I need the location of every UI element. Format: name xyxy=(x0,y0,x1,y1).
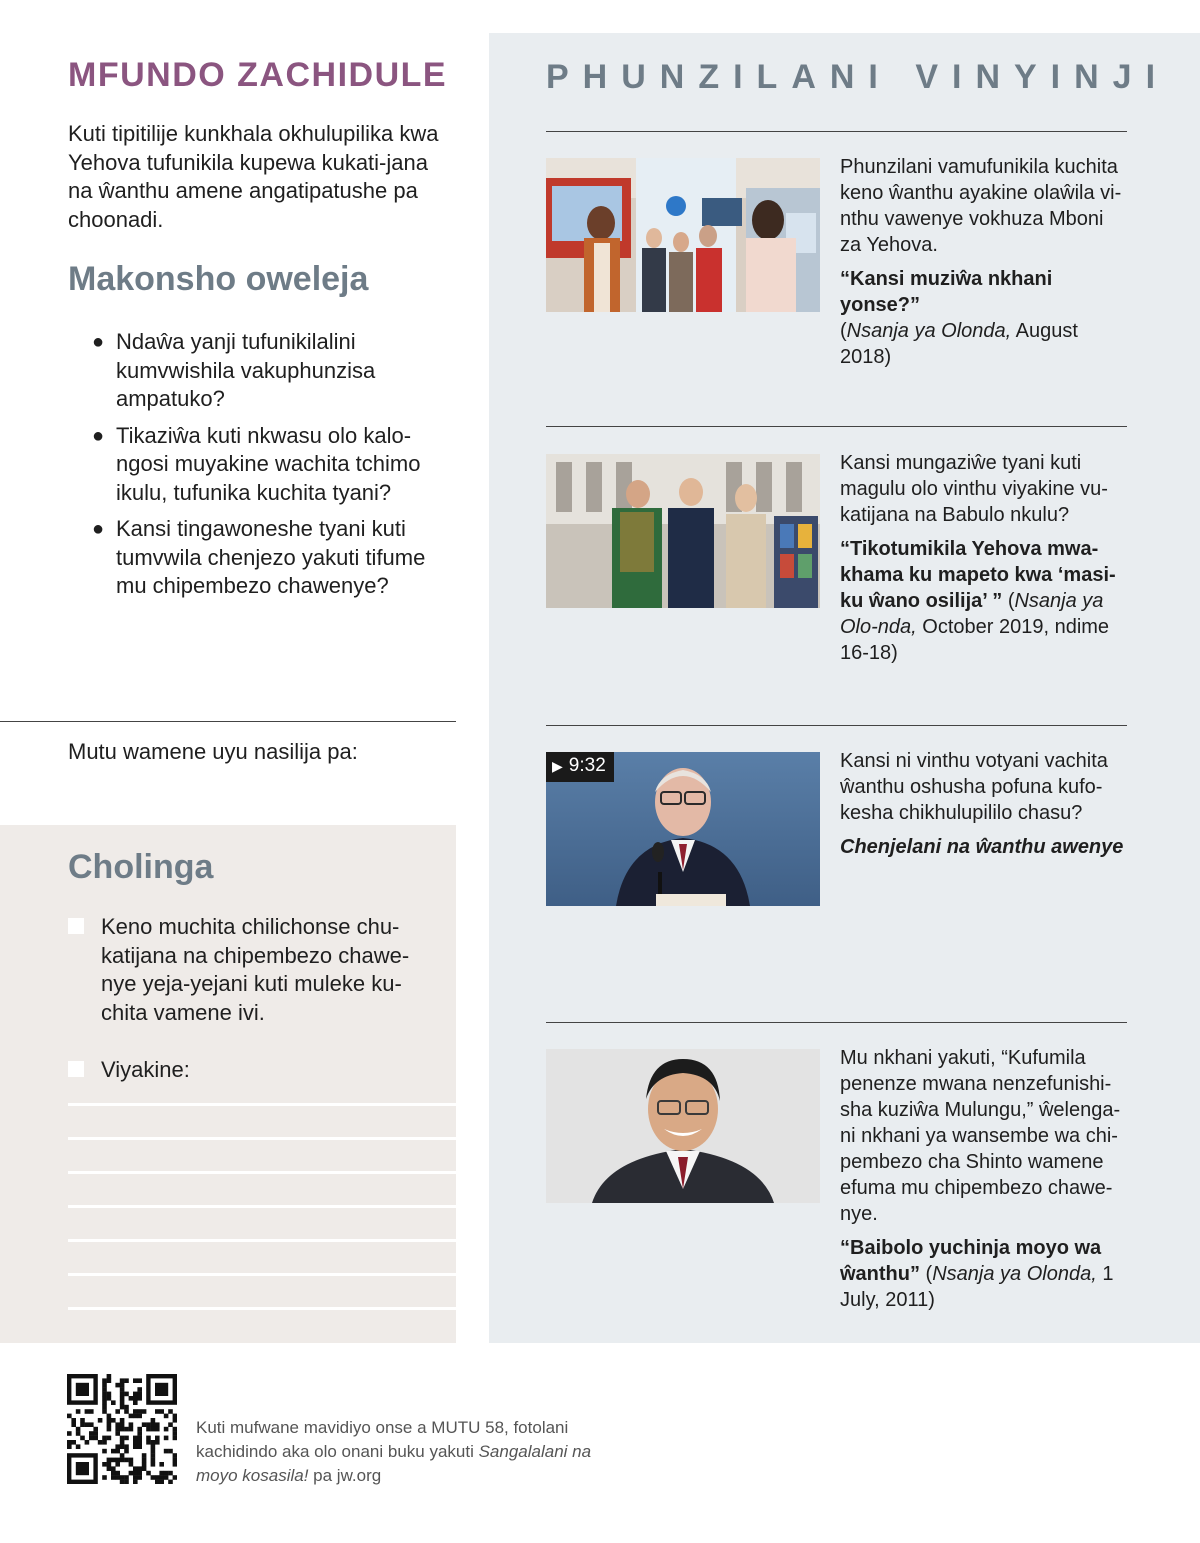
resource-video-thumbnail[interactable] xyxy=(546,752,820,906)
resource-divider xyxy=(546,1022,1127,1023)
resource-citation[interactable] xyxy=(840,1235,1130,1313)
resource-divider xyxy=(546,426,1127,427)
citation-paren: ( xyxy=(920,1263,933,1285)
writing-line[interactable] xyxy=(68,1239,456,1242)
goal-item[interactable] xyxy=(68,913,438,1027)
bullet-icon: ● xyxy=(92,331,105,353)
footer-note xyxy=(196,1416,616,1488)
review-question-text: Ndaŵa yanji tufunikilalini kumvwishila vakuphunzisa ampatuko? xyxy=(116,329,376,411)
explore-heading: PHUNZILANI VINYINJI xyxy=(546,58,1170,96)
review-question-text: Kansi tingawoneshe tyani kuti tumvwila chenjezo yakuti tifume mu chipembezo chawenye? xyxy=(116,516,426,598)
resource-description: Kansi ni vinthu votyani vachita ŵanthu oshusha pofuna kufo-kesha chikhulupililo chasu? xyxy=(840,750,1108,824)
publication-date: August 2018) xyxy=(840,320,1078,368)
resource-description: Kansi mungaziŵe tyani kuti magulu olo vinthu viyakine vu-katijana na Babulo nkulu? xyxy=(840,452,1108,526)
writing-line[interactable] xyxy=(68,1273,456,1276)
qr-code-icon[interactable] xyxy=(67,1374,177,1484)
writing-lines[interactable] xyxy=(68,1103,456,1341)
resource-divider xyxy=(546,131,1127,132)
resource-image-street-witnessing[interactable] xyxy=(546,454,820,608)
summary-heading: MFUNDO ZACHIDULE xyxy=(68,56,448,94)
publication-name: Nsanja ya Olonda, xyxy=(932,1263,1097,1285)
summary-text: Kuti tipitilije kunkhala okhulupilika kwa Yehova tufunikila kupewa kukati-jana na ŵanthu amene angatipatushe pa choonadi. xyxy=(68,121,439,232)
review-questions-list xyxy=(92,328,452,609)
video-title[interactable]: Chenjelani na ŵanthu awenye xyxy=(840,836,1124,858)
writing-line[interactable] xyxy=(68,1137,456,1140)
footer-book-title[interactable]: Sangalalani na moyo kosasila! xyxy=(196,1442,592,1485)
publication-name: Nsanja ya Olo-nda, xyxy=(840,590,1104,638)
review-question xyxy=(92,422,452,508)
resource-description: Mu nkhani yakuti, “Kufumila penenze mwana nenzefunishi-sha kuziŵa Mulungu,” ŵelenga-ni nkhani ya wansembe wa chi-pembezo cha Shinto wamene efuma mu chipembezo chawe-nye. xyxy=(840,1047,1121,1225)
play-icon[interactable]: ▶ xyxy=(552,758,563,774)
resource-text xyxy=(840,1045,1130,1321)
goal-heading: Cholinga xyxy=(68,848,214,886)
citation-paren: ( xyxy=(1002,590,1015,612)
footer-text-before: Kuti mufwane mavidiyo onse a MUTU 58, fotolani kachidindo aka olo onani buku yakuti xyxy=(196,1418,569,1461)
review-heading: Makonsho oweleja xyxy=(68,260,369,298)
goal-item-text: Keno muchita chilichonse chu-katijana na chipembezo chawe-nye yeja-yejani kuti muleke ku-chita vamene ivi. xyxy=(101,914,410,1025)
resource-text xyxy=(840,748,1130,868)
writing-line[interactable] xyxy=(68,1103,456,1106)
resource-image-portrait[interactable] xyxy=(546,1049,820,1203)
review-question xyxy=(92,515,452,601)
goal-item-text: Viyakine: xyxy=(101,1057,190,1082)
review-question xyxy=(92,328,452,414)
completion-date-label: Mutu wamene uyu nasilija pa: xyxy=(68,739,358,764)
left-divider xyxy=(0,721,456,722)
review-question-text: Tikaziŵa kuti nkwasu olo kalo-ngosi muyakine wachita tchimo ikulu, tufunika kuchita tyani? xyxy=(116,422,421,505)
resource-title[interactable]: “Kansi muziŵa nkhani yonse?” xyxy=(840,268,1053,316)
resource-citation[interactable] xyxy=(840,266,1130,370)
checkbox-icon[interactable] xyxy=(68,1061,84,1077)
writing-line[interactable] xyxy=(68,1205,456,1208)
bullet-icon: ● xyxy=(92,424,105,447)
resource-title[interactable]: “Baibolo yuchinja moyo wa ŵanthu” xyxy=(840,1237,1102,1285)
publication-date: 1 July, 2011) xyxy=(840,1263,1114,1311)
footer-text-after: pa jw.org xyxy=(308,1466,382,1485)
resource-description: Phunzilani vamufunikila kuchita keno ŵanthu ayakine olaŵila vi-nthu vawenye vokhuza Mboni za Yehova. xyxy=(840,156,1122,256)
goal-item-other[interactable] xyxy=(68,1056,438,1085)
bullet-icon: ● xyxy=(92,518,105,540)
resource-text xyxy=(840,450,1130,674)
publication-name: Nsanja ya Olonda, xyxy=(846,320,1012,342)
publication-date: October 2019, ndime 16-18) xyxy=(840,616,1110,664)
resource-text xyxy=(840,154,1130,378)
writing-line[interactable] xyxy=(68,1171,456,1174)
video-duration-badge xyxy=(546,752,614,782)
writing-line[interactable] xyxy=(68,1307,456,1310)
checkbox-icon[interactable] xyxy=(68,918,84,934)
video-duration: 9:32 xyxy=(568,755,606,776)
resource-image-news-shop[interactable] xyxy=(546,158,820,312)
resource-citation[interactable] xyxy=(840,536,1130,666)
resource-title[interactable]: “Tikotumikila Yehova mwa-khama ku mapeto kwa ‘masi-ku ŵano osilija’ ” xyxy=(840,538,1116,612)
citation-paren: ( xyxy=(840,320,847,342)
resource-divider xyxy=(546,725,1127,726)
